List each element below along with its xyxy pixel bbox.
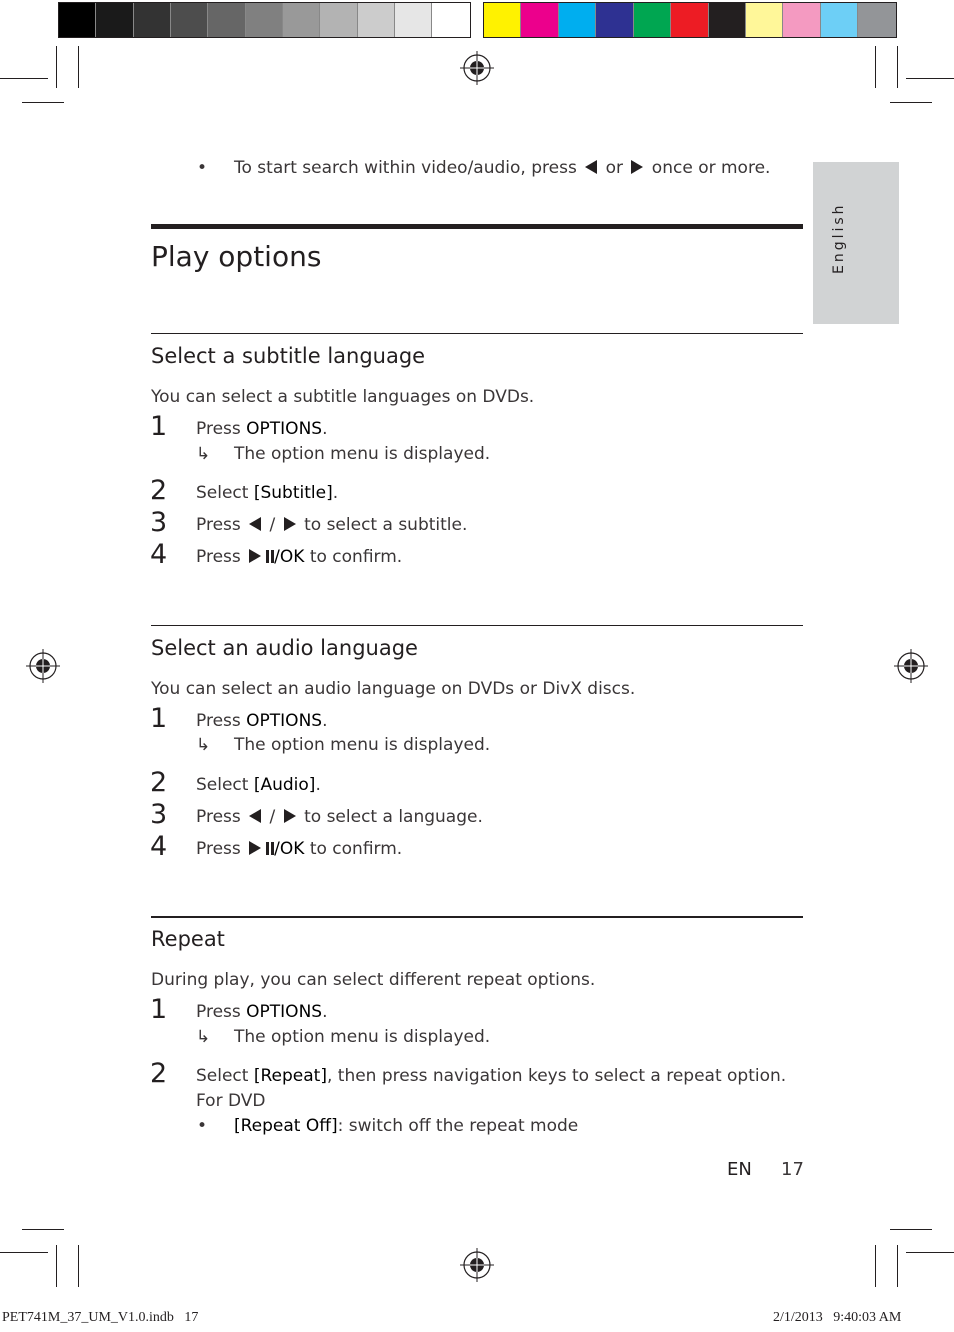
language-tab-label: English	[831, 202, 847, 274]
right-arrow-icon	[284, 517, 296, 531]
intro-bullet	[197, 158, 207, 178]
gray-swatch	[171, 3, 208, 37]
step-number: 2	[150, 767, 168, 798]
section-title: Play options	[151, 240, 322, 273]
subtitle-intro: You can select a subtitle languages on DVDs.	[151, 387, 535, 407]
subsection-rule	[151, 333, 803, 334]
right-arrow-icon	[284, 809, 296, 823]
step-number: 1	[150, 703, 168, 734]
audio-intro: You can select an audio language on DVDs or DivX discs.	[151, 679, 636, 699]
section-rule	[151, 224, 803, 229]
color-swatch	[709, 3, 746, 37]
color-swatch	[671, 3, 708, 37]
option-repeat: [Repeat]	[253, 1066, 327, 1086]
gray-swatch	[320, 3, 357, 37]
left-arrow-icon	[585, 160, 597, 174]
page-number: 17	[781, 1159, 804, 1180]
step-number: 2	[150, 475, 168, 506]
gray-swatch	[432, 3, 470, 37]
color-swatch	[821, 3, 858, 37]
crop-mark	[56, 46, 57, 88]
color-swatch	[634, 3, 671, 37]
key-ok: /OK	[274, 839, 305, 859]
crop-mark	[890, 102, 932, 103]
key-ok: /OK	[274, 547, 305, 567]
page-lang-code: EN	[727, 1159, 752, 1180]
result-text: The option menu is displayed.	[234, 735, 491, 755]
crop-mark	[0, 78, 48, 79]
crop-mark	[906, 78, 954, 79]
play-icon	[249, 841, 261, 855]
repeat-intro: During play, you can select different repeat options.	[151, 970, 596, 990]
crop-mark	[78, 1245, 79, 1287]
step-number: 3	[150, 799, 168, 830]
repeat-off-bullet: [Repeat Off]: switch off the repeat mode	[234, 1116, 579, 1136]
for-dvd-label: For DVD	[196, 1091, 266, 1111]
color-calibration-bar	[483, 2, 897, 38]
crop-mark	[22, 1229, 64, 1230]
color-swatch	[783, 3, 820, 37]
step-text: Press / to select a language.	[196, 807, 483, 827]
step-text: Press /OK to confirm.	[196, 839, 403, 859]
gray-swatch	[134, 3, 171, 37]
step-text: Press OPTIONS.	[196, 711, 328, 731]
audio-heading: Select an audio language	[151, 636, 418, 660]
crop-mark	[875, 46, 876, 88]
step-number: 4	[150, 539, 168, 570]
grayscale-calibration-bar	[58, 2, 471, 38]
step-number: 2	[150, 1058, 168, 1089]
language-tab	[813, 162, 899, 324]
subsection-rule	[151, 625, 803, 626]
gray-swatch	[395, 3, 432, 37]
gray-swatch	[208, 3, 245, 37]
result-text: The option menu is displayed.	[234, 1027, 491, 1047]
step-text: Press OPTIONS.	[196, 1002, 328, 1022]
bullet-mark: •	[197, 158, 208, 178]
left-arrow-icon	[249, 809, 261, 823]
pause-icon	[266, 550, 269, 563]
gray-swatch	[96, 3, 133, 37]
repeat-heading: Repeat	[151, 927, 225, 951]
step-text: Select [Audio].	[196, 775, 321, 795]
intro-bullet-text: To start search within video/audio, press or once or more.	[234, 158, 771, 178]
step-text: Press OPTIONS.	[196, 419, 328, 439]
print-file-info: PET741M_37_UM_V1.0.indb 17	[2, 1310, 199, 1325]
key-options: OPTIONS	[246, 711, 323, 731]
color-swatch	[596, 3, 633, 37]
option-audio: [Audio]	[253, 775, 316, 795]
result-arrow-icon: ↳	[196, 1027, 211, 1047]
crop-mark	[897, 46, 898, 88]
key-options: OPTIONS	[246, 419, 323, 439]
color-swatch	[559, 3, 596, 37]
gray-swatch	[283, 3, 320, 37]
step-number: 4	[150, 831, 168, 862]
subsection-rule	[151, 916, 803, 918]
bullet-mark: •	[197, 1116, 208, 1136]
print-timestamp: 2/1/2013 9:40:03 AM	[773, 1310, 902, 1325]
right-arrow-icon	[631, 160, 643, 174]
color-swatch	[858, 3, 896, 37]
result-arrow-icon: ↳	[196, 735, 211, 755]
play-icon	[249, 549, 261, 563]
crop-mark	[906, 1252, 954, 1253]
step-text: Press /OK to confirm.	[196, 547, 403, 567]
result-arrow-icon: ↳	[196, 444, 211, 464]
color-swatch	[521, 3, 558, 37]
registration-mark-icon	[460, 1248, 494, 1282]
crop-mark	[890, 1229, 932, 1230]
key-options: OPTIONS	[246, 1002, 323, 1022]
step-text: Select [Repeat], then press navigation keys to select a repeat option.	[196, 1066, 787, 1086]
left-arrow-icon	[249, 517, 261, 531]
gray-swatch	[59, 3, 96, 37]
option-subtitle: [Subtitle]	[253, 483, 333, 503]
crop-mark	[875, 1245, 876, 1287]
subtitle-heading: Select a subtitle language	[151, 344, 426, 368]
step-number: 3	[150, 507, 168, 538]
step-number: 1	[150, 411, 168, 442]
crop-mark	[0, 1252, 48, 1253]
crop-mark	[22, 102, 64, 103]
crop-mark	[78, 46, 79, 88]
registration-mark-icon	[26, 649, 60, 683]
crop-mark	[897, 1245, 898, 1287]
option-repeat-off: [Repeat Off]	[234, 1116, 338, 1136]
gray-swatch	[246, 3, 283, 37]
result-text: The option menu is displayed.	[234, 444, 491, 464]
step-text: Press / to select a subtitle.	[196, 515, 468, 535]
step-text: Select [Subtitle].	[196, 483, 339, 503]
registration-mark-icon	[894, 649, 928, 683]
color-swatch	[746, 3, 783, 37]
color-swatch	[484, 3, 521, 37]
pause-icon	[266, 842, 269, 855]
gray-swatch	[358, 3, 395, 37]
step-number: 1	[150, 994, 168, 1025]
registration-mark-icon	[460, 51, 494, 85]
crop-mark	[56, 1245, 57, 1287]
